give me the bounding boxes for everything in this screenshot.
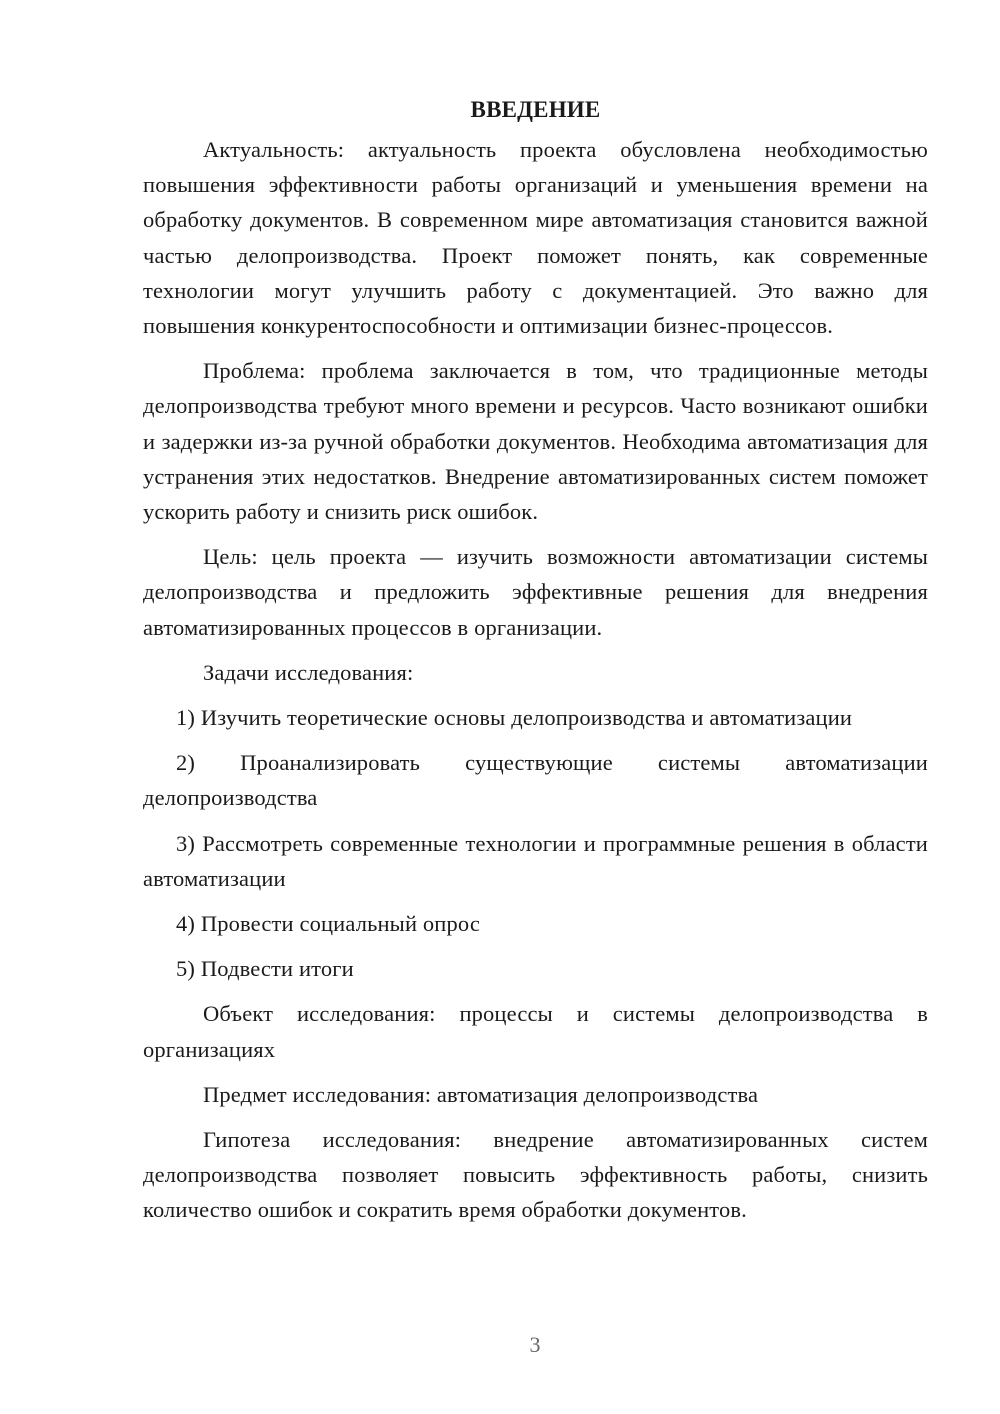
tasks-heading: Задачи исследования:: [203, 659, 414, 685]
task-item-4: 4) Провести социальный опрос: [176, 911, 480, 937]
task-item-3: 3) Рассмотреть современные технологии и программные решения в области автоматизации: [143, 830, 928, 891]
paragraph-subject: Предмет исследования: автоматизация делопроизводства: [203, 1081, 759, 1107]
paragraph-relevance: Актуальность: актуальность проекта обусловлена необходимостью повышения эффективности работы организаций и уменьшения времени на обработку документов. В современном мире автоматизация становится важной частью делопроизводства. Проект поможет понять, как современные технологии могут улучшить работу с документацией. Это важно для повышения конкурентоспособности и оптимизации бизнес-процессов.: [143, 137, 928, 339]
task-item-2: 2) Проанализировать существующие системы автоматизации делопроизводства: [143, 750, 928, 811]
paragraph-object: Объект исследования: процессы и системы делопроизводства в организациях: [143, 1001, 928, 1062]
document-page: [143, 95, 928, 1228]
paragraph-hypothesis: Гипотеза исследования: внедрение автоматизированных систем делопроизводства позволяет повысить эффективность работы, снизить количество ошибок и сократить время обработки документов.: [143, 1127, 928, 1223]
paragraph-problem: Проблема: проблема заключается в том, что традиционные методы делопроизводства требуют много времени и ресурсов. Часто возникают ошибки и задержки из-за ручной обработки документов. Необходима автоматизация для устранения этих недостатков. Внедрение автоматизированных систем поможет ускорить работу и снизить риск ошибок.: [143, 358, 928, 525]
task-item-1: 1) Изучить теоретические основы делопроизводства и автоматизации: [176, 705, 853, 731]
page-number: 3: [529, 1332, 541, 1357]
section-heading: ВВЕДЕНИЕ: [470, 97, 601, 122]
paragraph-goal: Цель: цель проекта — изучить возможности автоматизации системы делопроизводства и предложить эффективные решения для внедрения автоматизированных процессов в организации.: [143, 544, 928, 640]
task-item-5: 5) Подвести итоги: [176, 956, 354, 982]
